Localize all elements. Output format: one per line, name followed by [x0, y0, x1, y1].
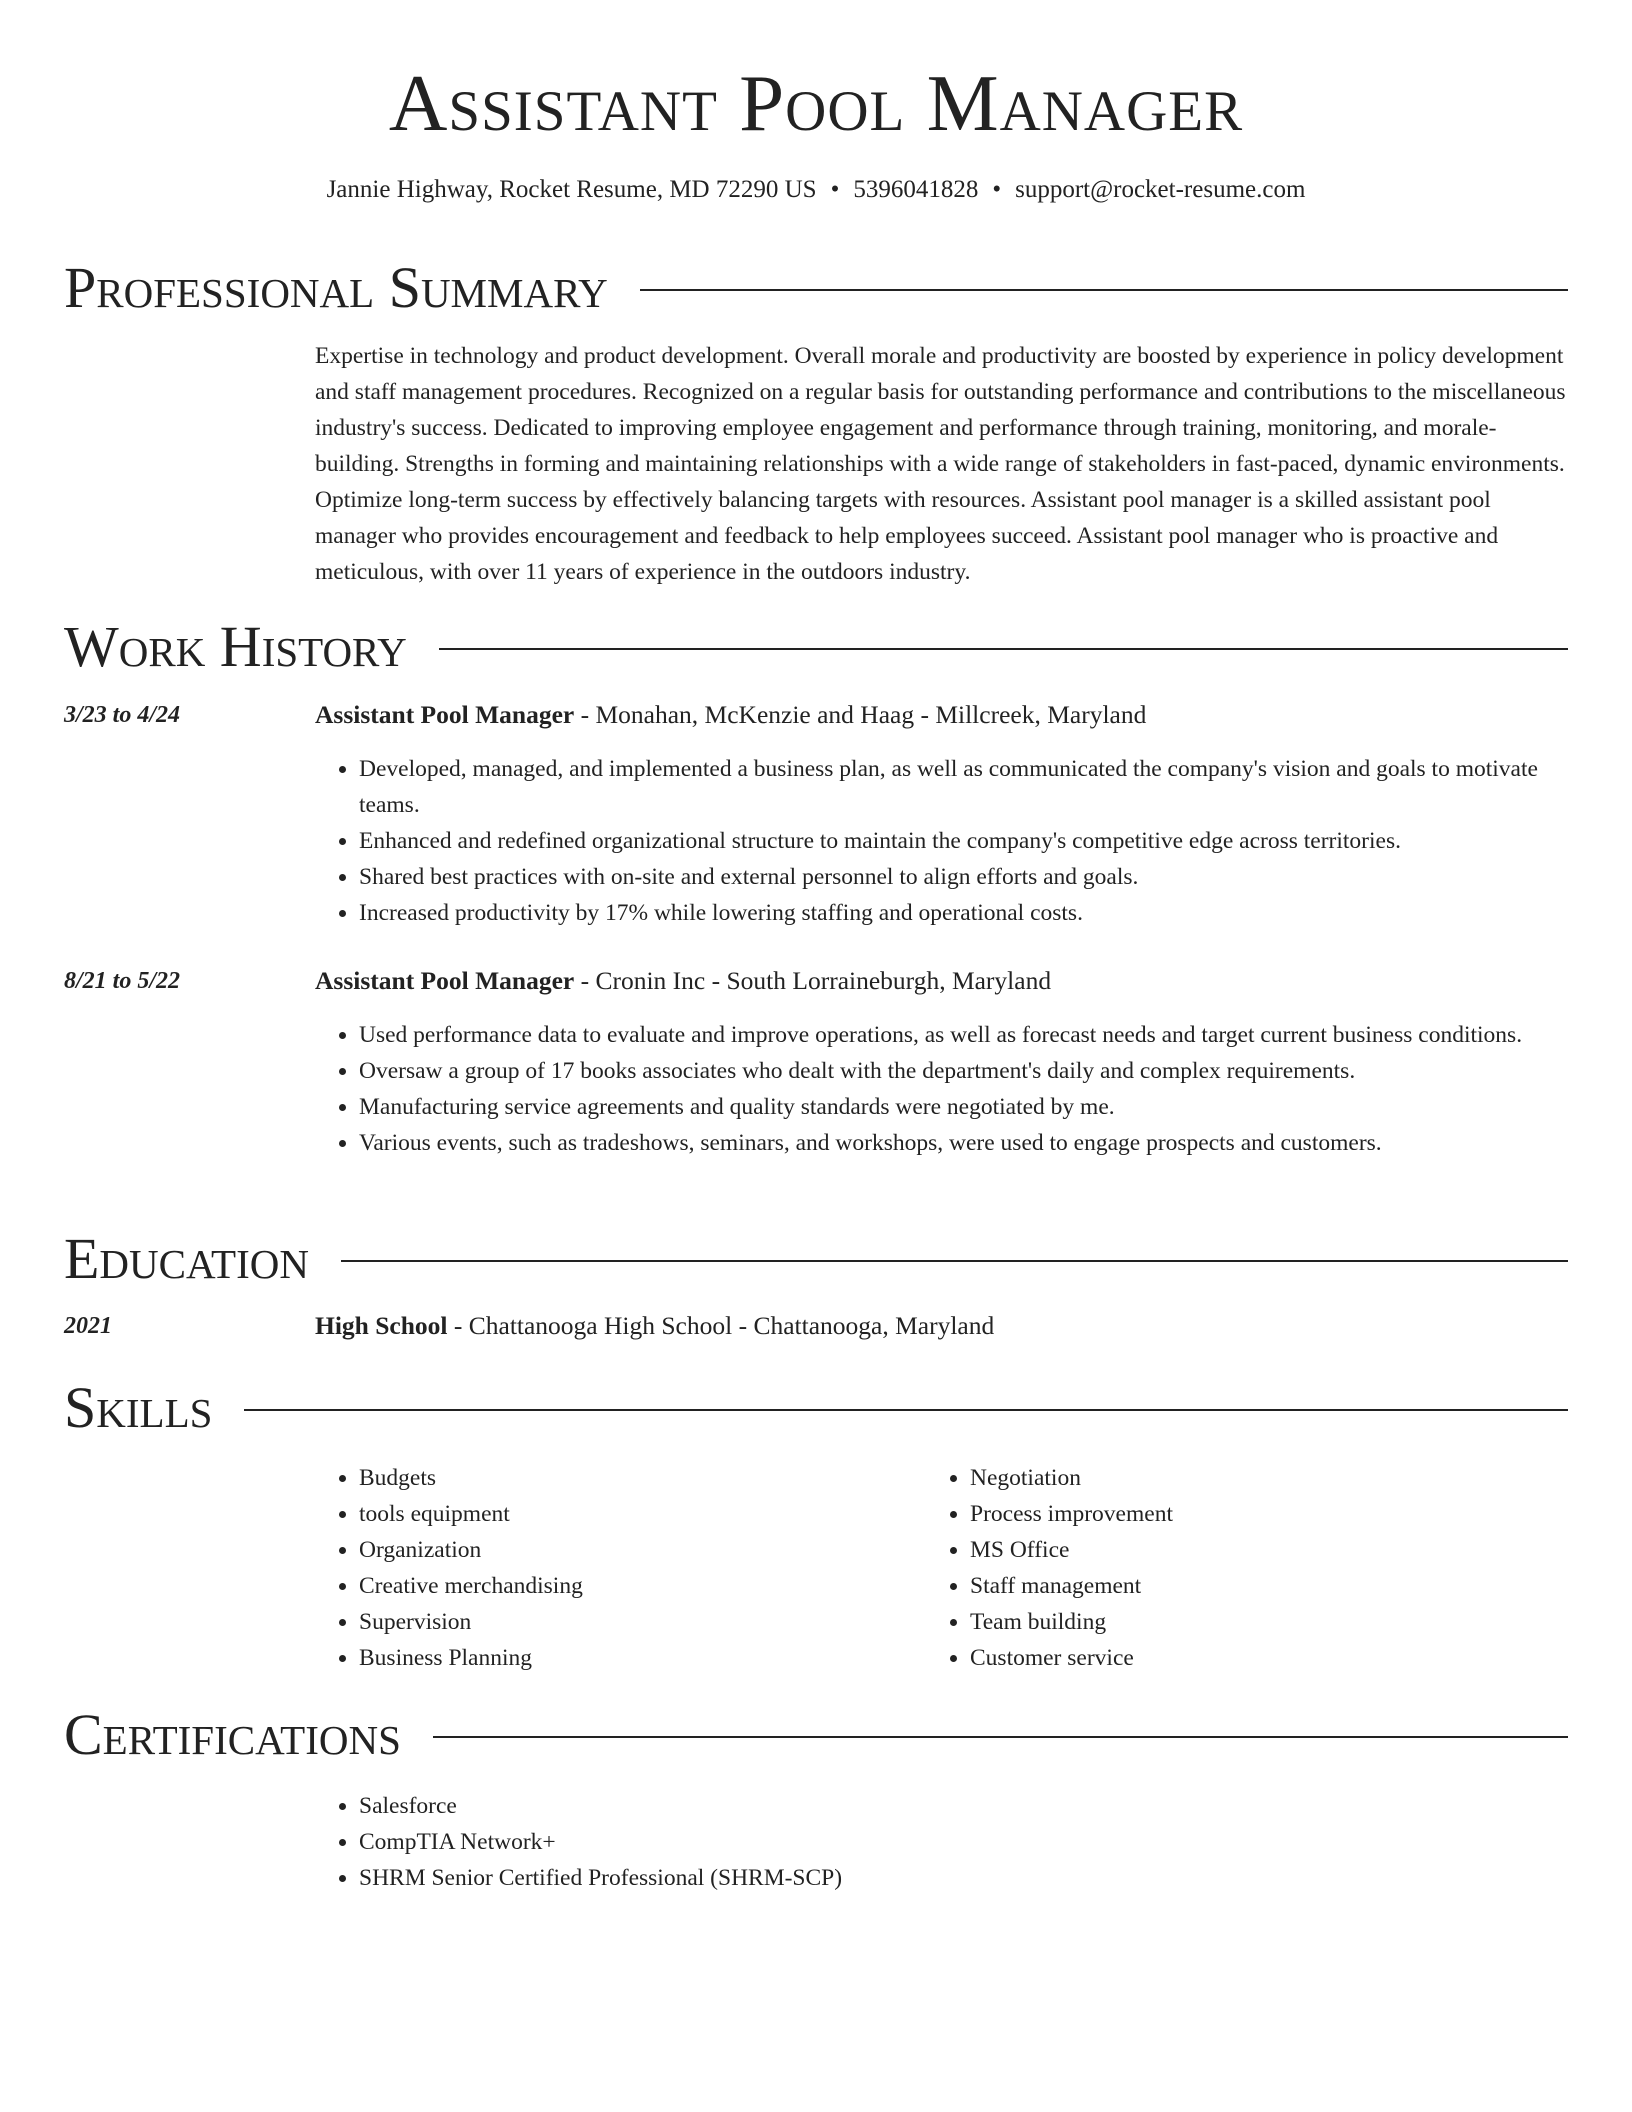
- skill-item: • Process improvement: [970, 1496, 1173, 1532]
- certification-item: • Salesforce: [359, 1788, 842, 1824]
- job-bullet: • Increased productivity by 17% while lowering staffing and operational costs.: [359, 895, 1570, 931]
- section-divider: [433, 1736, 1568, 1738]
- contact-email[interactable]: support@rocket-resume.com: [1015, 176, 1306, 203]
- skills-section-header: [64, 1373, 1568, 1443]
- certifications-list: [315, 1788, 842, 1896]
- summary-text: Expertise in technology and product development. Overall morale and productivity are boosted by experience in policy development and staff management procedures. Recognized on a regular basis for outstanding performance and contributions to the miscellaneous industry's success. Dedicated to improving employee engagement and performance through training, monitoring, and morale-building. Strengths in forming and maintaining relationships with a wide range of stakeholders in fast-paced, dynamic environments. Optimize long-term success by effectively balancing targets with resources. Assistant pool manager is a skilled assistant pool manager who provides encouragement and feedback to help employees succeed. Assistant pool manager who is proactive and meticulous, with over 11 years of experience in the outdoors industry.: [315, 343, 1566, 585]
- skill-item: • Negotiation: [970, 1460, 1173, 1496]
- section-divider: [341, 1260, 1568, 1262]
- skills-heading: Skills: [64, 1375, 213, 1440]
- section-divider: [640, 289, 1568, 291]
- certification-item: • CompTIA Network+: [359, 1824, 842, 1860]
- job-bullet: • Used performance data to evaluate and improve operations, as well as forecast needs and target current business conditions.: [359, 1017, 1570, 1053]
- job-bullet: • Oversaw a group of 17 books associates who dealt with the department's daily and complex requirements.: [359, 1053, 1570, 1089]
- job-heading: [315, 963, 1051, 999]
- job-bullet: • Developed, managed, and implemented a business plan, as well as communicated the company's vision and goals to motivate teams.: [359, 751, 1570, 823]
- skill-item: • Team building: [970, 1604, 1173, 1640]
- contact-separator: •: [830, 176, 840, 203]
- certifications-heading: Certifications: [64, 1702, 401, 1767]
- work-heading: Work History: [64, 614, 407, 679]
- certifications-section-header: [64, 1700, 1568, 1770]
- education-degree: High School: [315, 1311, 448, 1340]
- education-details: - Chattanooga High School - Chattanooga, Maryland: [447, 1311, 995, 1340]
- section-divider: [439, 648, 1568, 650]
- job-title: Assistant Pool Manager: [315, 700, 575, 729]
- work-section-header: [64, 612, 1568, 682]
- summary-section-header: [64, 253, 1568, 323]
- contact-line: [0, 174, 1632, 206]
- skill-item: • Supervision: [359, 1604, 583, 1640]
- section-divider: [244, 1409, 1568, 1411]
- skill-item: • Customer service: [970, 1640, 1173, 1676]
- skill-item: • tools equipment: [359, 1496, 583, 1532]
- education-heading: Education: [64, 1226, 309, 1291]
- resume-title: Assistant Pool Manager: [388, 58, 1244, 148]
- skills-list-left: [315, 1460, 583, 1676]
- skill-item: • Staff management: [970, 1568, 1173, 1604]
- job-details: - Cronin Inc - South Lorraineburgh, Maryland: [574, 966, 1052, 995]
- contact-separator: •: [992, 176, 1002, 203]
- skill-item: • Budgets: [359, 1460, 583, 1496]
- job-bullets: [315, 1017, 1570, 1161]
- contact-address: Jannie Highway, Rocket Resume, MD 72290 US: [326, 176, 817, 203]
- job-title: Assistant Pool Manager: [315, 966, 575, 995]
- skill-item: • Organization: [359, 1532, 583, 1568]
- job-heading: [315, 697, 1146, 733]
- job-details: - Monahan, McKenzie and Haag - Millcreek, Maryland: [574, 700, 1147, 729]
- job-bullet: • Manufacturing service agreements and quality standards were negotiated by me.: [359, 1089, 1570, 1125]
- job-bullet: • Enhanced and redefined organizational structure to maintain the company's competitive edge across territories.: [359, 823, 1570, 859]
- summary-heading: Professional Summary: [64, 255, 608, 320]
- job-bullet: • Shared best practices with on-site and external personnel to align efforts and goals.: [359, 859, 1570, 895]
- job-bullets: [315, 751, 1570, 931]
- job-dates: 8/21 to 5/22: [64, 968, 181, 994]
- education-heading-line: [315, 1308, 994, 1344]
- education-section-header: [64, 1224, 1568, 1294]
- skill-item: • Business Planning: [359, 1640, 583, 1676]
- skill-item: • Creative merchandising: [359, 1568, 583, 1604]
- skill-item: • MS Office: [970, 1532, 1173, 1568]
- job-bullet: • Various events, such as tradeshows, seminars, and workshops, were used to engage prospects and customers.: [359, 1125, 1570, 1161]
- certification-item: • SHRM Senior Certified Professional (SHRM-SCP): [359, 1860, 842, 1896]
- contact-phone: 5396041828: [853, 176, 979, 203]
- skills-list-right: [926, 1460, 1173, 1676]
- job-dates: 3/23 to 4/24: [64, 702, 181, 728]
- education-year: 2021: [64, 1313, 112, 1339]
